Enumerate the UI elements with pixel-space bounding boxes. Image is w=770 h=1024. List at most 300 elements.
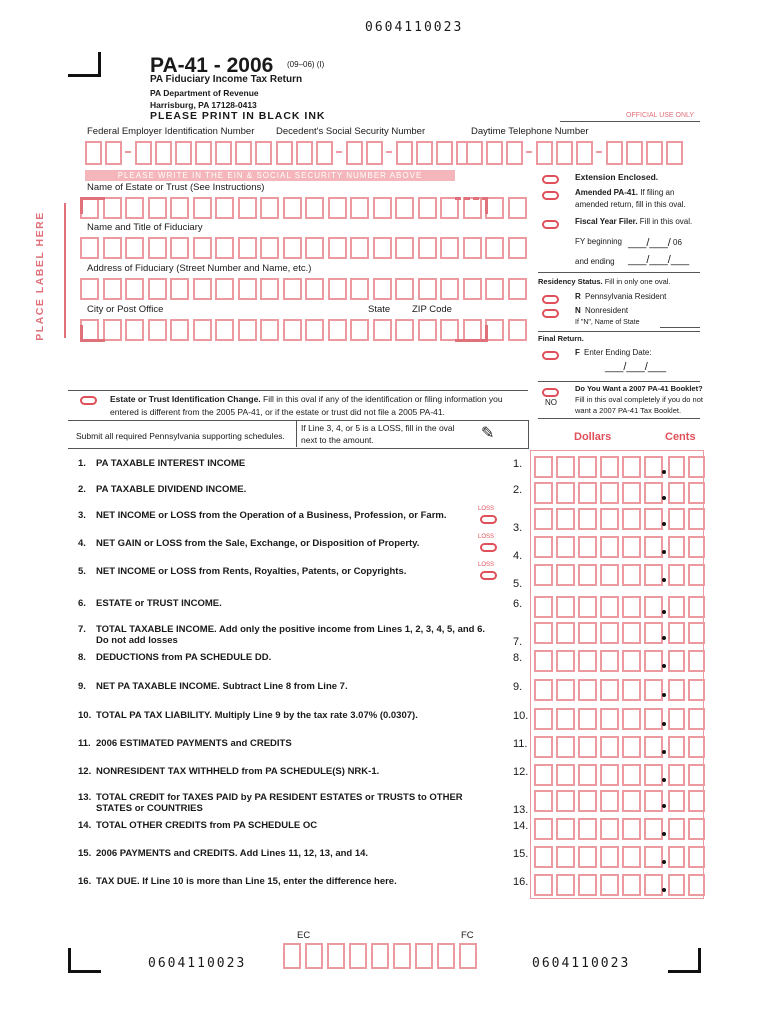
address-box[interactable] [305, 278, 324, 300]
address-box[interactable] [238, 278, 257, 300]
fiduciary-box[interactable] [328, 237, 347, 259]
cent-digit-box[interactable] [688, 790, 705, 812]
dollar-digit-box[interactable] [644, 874, 663, 896]
amount-field[interactable] [534, 564, 704, 586]
dash-separator [386, 151, 392, 153]
dollar-digit-box[interactable] [622, 764, 641, 786]
line-number: 7. [78, 624, 86, 635]
dollar-digit-box[interactable] [534, 818, 553, 840]
dollar-digit-box[interactable] [644, 536, 663, 558]
city-box[interactable] [305, 319, 324, 341]
dollar-digit-box[interactable] [578, 508, 597, 530]
estate-name-box[interactable] [260, 197, 279, 219]
phone-box[interactable] [626, 141, 643, 165]
city-box[interactable] [215, 319, 234, 341]
fy-year: 06 [673, 238, 682, 247]
dollar-digit-box[interactable] [644, 482, 663, 504]
fiduciary-box[interactable] [395, 237, 414, 259]
cent-digit-box[interactable] [688, 456, 705, 478]
fiduciary-box[interactable] [485, 237, 504, 259]
dollar-digit-box[interactable] [644, 650, 663, 672]
city-box[interactable] [103, 319, 122, 341]
cent-digit-box[interactable] [688, 708, 705, 730]
line-reference: 1. [513, 458, 523, 470]
phone-box[interactable] [666, 141, 683, 165]
city-box[interactable] [238, 319, 257, 341]
amount-field[interactable] [534, 874, 704, 896]
dollar-digit-box[interactable] [600, 564, 619, 586]
cent-digit-box[interactable] [688, 536, 705, 558]
fiduciary-box[interactable] [508, 237, 527, 259]
estate-name-box[interactable] [373, 197, 392, 219]
dollar-digit-box[interactable] [600, 846, 619, 868]
ssn-box[interactable] [346, 141, 363, 165]
amount-field[interactable] [534, 818, 704, 840]
dollar-digit-box[interactable] [600, 456, 619, 478]
estate-name-box[interactable] [215, 197, 234, 219]
dollar-digit-box[interactable] [622, 708, 641, 730]
dollar-digit-box[interactable] [534, 596, 553, 618]
fiduciary-box[interactable] [215, 237, 234, 259]
final-date-field[interactable]: ___/___/___ [605, 361, 667, 373]
dollar-digit-box[interactable] [644, 564, 663, 586]
dollar-digit-box[interactable] [600, 736, 619, 758]
fein-field[interactable] [85, 139, 265, 167]
phone-box[interactable] [556, 141, 573, 165]
ssn-box[interactable] [276, 141, 293, 165]
cent-digit-box[interactable] [668, 874, 685, 896]
dollar-digit-box[interactable] [622, 456, 641, 478]
address-box[interactable] [260, 278, 279, 300]
amount-field[interactable] [534, 679, 704, 701]
dollar-digit-box[interactable] [556, 536, 575, 558]
cent-digit-box[interactable] [668, 596, 685, 618]
tax-line-15 [78, 848, 768, 874]
ec-box[interactable] [459, 943, 477, 969]
cent-digit-box[interactable] [668, 508, 685, 530]
fiduciary-box[interactable] [170, 237, 189, 259]
dollar-digit-box[interactable] [644, 456, 663, 478]
fein-box[interactable] [135, 141, 152, 165]
dollar-digit-box[interactable] [600, 818, 619, 840]
line-number: 10. [78, 710, 92, 721]
line-number: 1. [78, 458, 86, 469]
dollar-digit-box[interactable] [644, 596, 663, 618]
dollar-digit-box[interactable] [534, 650, 553, 672]
address-box[interactable] [215, 278, 234, 300]
dollar-digit-box[interactable] [622, 508, 641, 530]
address-box[interactable] [508, 278, 527, 300]
cent-digit-box[interactable] [668, 622, 685, 644]
city-box[interactable] [283, 319, 302, 341]
fiduciary-box[interactable] [260, 237, 279, 259]
address-field[interactable] [80, 276, 530, 302]
ssn-field[interactable] [276, 139, 456, 167]
fiduciary-field[interactable] [80, 235, 530, 261]
amount-field[interactable] [534, 508, 704, 530]
dollar-digit-box[interactable] [556, 482, 575, 504]
fiduciary-box[interactable] [125, 237, 144, 259]
estate-name-box[interactable] [193, 197, 212, 219]
dollar-digit-box[interactable] [622, 736, 641, 758]
address-box[interactable] [283, 278, 302, 300]
city-box[interactable] [148, 319, 167, 341]
dollar-digit-box[interactable] [556, 679, 575, 701]
dollar-digit-box[interactable] [578, 708, 597, 730]
ssn-box[interactable] [416, 141, 433, 165]
cent-digit-box[interactable] [688, 874, 705, 896]
phone-box[interactable] [576, 141, 593, 165]
cents-header: Cents [665, 431, 696, 443]
cent-digit-box[interactable] [688, 846, 705, 868]
fein-box[interactable] [215, 141, 232, 165]
dollar-digit-box[interactable] [600, 764, 619, 786]
id-change-oval[interactable] [80, 396, 97, 405]
dollar-digit-box[interactable] [622, 622, 641, 644]
cent-digit-box[interactable] [688, 482, 705, 504]
amount-field[interactable] [534, 708, 704, 730]
cent-digit-box[interactable] [668, 564, 685, 586]
address-box[interactable] [170, 278, 189, 300]
dollar-digit-box[interactable] [578, 564, 597, 586]
amount-field[interactable] [534, 764, 704, 786]
fein-box[interactable] [255, 141, 272, 165]
dollar-digit-box[interactable] [578, 846, 597, 868]
address-box[interactable] [463, 278, 482, 300]
dollar-digit-box[interactable] [600, 650, 619, 672]
city-box[interactable] [170, 319, 189, 341]
dollar-digit-box[interactable] [534, 736, 553, 758]
fein-box[interactable] [105, 141, 122, 165]
dollar-digit-box[interactable] [556, 764, 575, 786]
dollar-digit-box[interactable] [556, 874, 575, 896]
line-number: 11. [78, 738, 91, 749]
dollar-digit-box[interactable] [622, 790, 641, 812]
ec-field[interactable] [283, 941, 493, 969]
dollar-digit-box[interactable] [556, 622, 575, 644]
cent-digit-box[interactable] [688, 508, 705, 530]
cent-digit-box[interactable] [668, 764, 685, 786]
dollar-digit-box[interactable] [534, 790, 553, 812]
address-box[interactable] [103, 278, 122, 300]
estate-name-box[interactable] [305, 197, 324, 219]
cent-digit-box[interactable] [688, 564, 705, 586]
dollar-digit-box[interactable] [622, 679, 641, 701]
address-box[interactable] [418, 278, 437, 300]
cent-digit-box[interactable] [688, 622, 705, 644]
amount-field[interactable] [534, 596, 704, 618]
dollar-digit-box[interactable] [622, 874, 641, 896]
ec-box[interactable] [327, 943, 345, 969]
final-return-oval[interactable] [542, 351, 559, 360]
cent-digit-box[interactable] [668, 818, 685, 840]
cent-digit-box[interactable] [688, 650, 705, 672]
form-title: PA-41 - 2006 [150, 54, 274, 77]
dollar-digit-box[interactable] [622, 482, 641, 504]
dollar-digit-box[interactable] [644, 622, 663, 644]
dollar-digit-box[interactable] [534, 482, 553, 504]
loss-oval[interactable] [480, 543, 497, 552]
amount-field[interactable] [534, 790, 704, 812]
amount-field[interactable] [534, 736, 704, 758]
fiduciary-box[interactable] [418, 237, 437, 259]
city-box[interactable] [193, 319, 212, 341]
address-box[interactable] [193, 278, 212, 300]
fiduciary-box[interactable] [283, 237, 302, 259]
scan-code-top: 0604110023 [365, 20, 464, 35]
estate-name-box[interactable] [395, 197, 414, 219]
phone-box[interactable] [536, 141, 553, 165]
city-box[interactable] [125, 319, 144, 341]
dollar-digit-box[interactable] [600, 536, 619, 558]
ssn-box[interactable] [436, 141, 453, 165]
dollar-digit-box[interactable] [644, 764, 663, 786]
ssn-box[interactable] [366, 141, 383, 165]
dollar-digit-box[interactable] [534, 708, 553, 730]
dollar-digit-box[interactable] [644, 846, 663, 868]
dollar-digit-box[interactable] [534, 622, 553, 644]
dollar-digit-box[interactable] [556, 564, 575, 586]
line-reference: 2. [513, 484, 523, 496]
fiduciary-box[interactable] [238, 237, 257, 259]
loss-oval[interactable] [480, 515, 497, 524]
schedules-note: Submit all required Pennsylvania supporting schedules. [76, 431, 285, 441]
dollar-digit-box[interactable] [578, 596, 597, 618]
decimal-point [662, 693, 666, 697]
fy-beginning-field[interactable]: ___/___/ [628, 237, 671, 249]
dollar-digit-box[interactable] [600, 708, 619, 730]
dollar-digit-box[interactable] [622, 650, 641, 672]
estate-name-box[interactable] [103, 197, 122, 219]
fiduciary-box[interactable] [440, 237, 459, 259]
estate-name-box[interactable] [328, 197, 347, 219]
loss-label: LOSS [478, 506, 495, 512]
address-box[interactable] [485, 278, 504, 300]
estate-name-box[interactable] [508, 197, 527, 219]
cent-digit-box[interactable] [668, 456, 685, 478]
phone-field[interactable] [466, 139, 686, 167]
cent-digit-box[interactable] [668, 736, 685, 758]
dollar-digit-box[interactable] [578, 874, 597, 896]
address-box[interactable] [350, 278, 369, 300]
cent-digit-box[interactable] [668, 790, 685, 812]
line-description: NET INCOME or LOSS from the Operation of a Business, Profession, or Farm. [96, 510, 447, 521]
ec-box[interactable] [305, 943, 323, 969]
dollar-digit-box[interactable] [600, 482, 619, 504]
line-description: NET PA TAXABLE INCOME. Subtract Line 8 from Line 7. [96, 681, 348, 692]
booklet-oval[interactable] [542, 388, 559, 397]
dollar-digit-box[interactable] [556, 818, 575, 840]
cent-digit-box[interactable] [688, 736, 705, 758]
phone-box[interactable] [606, 141, 623, 165]
address-box[interactable] [373, 278, 392, 300]
dollar-digit-box[interactable] [556, 456, 575, 478]
dollar-digit-box[interactable] [556, 596, 575, 618]
address-box[interactable] [395, 278, 414, 300]
decimal-point [662, 496, 666, 500]
phone-box[interactable] [646, 141, 663, 165]
ec-box[interactable] [437, 943, 455, 969]
city-box[interactable] [373, 319, 392, 341]
dollar-digit-box[interactable] [534, 564, 553, 586]
address-box[interactable] [125, 278, 144, 300]
fiscal-rest: Fill in this oval. [637, 217, 693, 226]
address-box[interactable] [440, 278, 459, 300]
amount-field[interactable] [534, 650, 704, 672]
dollar-digit-box[interactable] [578, 456, 597, 478]
dollar-digit-box[interactable] [556, 708, 575, 730]
dollar-digit-box[interactable] [644, 508, 663, 530]
dollar-digit-box[interactable] [556, 790, 575, 812]
dollar-digit-box[interactable] [600, 622, 619, 644]
estate-name-box[interactable] [170, 197, 189, 219]
dollar-digit-box[interactable] [600, 874, 619, 896]
fein-box[interactable] [235, 141, 252, 165]
dollar-digit-box[interactable] [534, 874, 553, 896]
dollar-digit-box[interactable] [622, 564, 641, 586]
dollar-digit-box[interactable] [600, 508, 619, 530]
cent-digit-box[interactable] [688, 764, 705, 786]
dollar-digit-box[interactable] [578, 790, 597, 812]
city-box[interactable] [350, 319, 369, 341]
amount-field[interactable] [534, 482, 704, 504]
dollar-digit-box[interactable] [534, 846, 553, 868]
dollar-digit-box[interactable] [622, 846, 641, 868]
amended-oval[interactable] [542, 191, 559, 200]
fiduciary-box[interactable] [373, 237, 392, 259]
dollar-digit-box[interactable] [534, 536, 553, 558]
cent-digit-box[interactable] [688, 596, 705, 618]
dollar-digit-box[interactable] [600, 790, 619, 812]
cent-digit-box[interactable] [668, 482, 685, 504]
nonresident-oval[interactable] [542, 309, 559, 318]
dollar-digit-box[interactable] [578, 482, 597, 504]
dollar-digit-box[interactable] [578, 650, 597, 672]
fiduciary-box[interactable] [193, 237, 212, 259]
fein-box[interactable] [195, 141, 212, 165]
ssn-box[interactable] [316, 141, 333, 165]
dollar-digit-box[interactable] [600, 596, 619, 618]
address-box[interactable] [80, 278, 99, 300]
dollar-digit-box[interactable] [534, 508, 553, 530]
dollar-digit-box[interactable] [578, 622, 597, 644]
ec-box[interactable] [393, 943, 411, 969]
phone-box[interactable] [486, 141, 503, 165]
cent-digit-box[interactable] [668, 650, 685, 672]
fiduciary-box[interactable] [305, 237, 324, 259]
fiduciary-box[interactable] [148, 237, 167, 259]
tax-line-6 [78, 598, 768, 624]
dollar-digit-box[interactable] [622, 596, 641, 618]
line-description-cont: STATES or COUNTRIES [96, 803, 203, 814]
dollar-digit-box[interactable] [556, 508, 575, 530]
ec-box[interactable] [349, 943, 367, 969]
fiduciary-box[interactable] [80, 237, 99, 259]
fy-ending-field[interactable]: ___/___/___ [628, 254, 690, 266]
line-reference: 7. [513, 636, 523, 648]
amount-field[interactable] [534, 536, 704, 558]
dollar-digit-box[interactable] [622, 536, 641, 558]
address-box[interactable] [148, 278, 167, 300]
nonresident-state-field[interactable] [660, 327, 700, 328]
dollar-digit-box[interactable] [534, 764, 553, 786]
city-box[interactable] [418, 319, 437, 341]
fein-box[interactable] [155, 141, 172, 165]
ssn-box[interactable] [296, 141, 313, 165]
dollar-digit-box[interactable] [644, 736, 663, 758]
dollar-digit-box[interactable] [556, 736, 575, 758]
cent-digit-box[interactable] [668, 846, 685, 868]
dollar-digit-box[interactable] [578, 818, 597, 840]
amount-field[interactable] [534, 456, 704, 478]
line-reference: 11. [513, 738, 528, 750]
fiduciary-box[interactable] [463, 237, 482, 259]
city-box[interactable] [260, 319, 279, 341]
line-number: 3. [78, 510, 86, 521]
dollar-digit-box[interactable] [556, 846, 575, 868]
form-subtitle: PA Fiduciary Income Tax Return [150, 74, 303, 85]
dollar-digit-box[interactable] [644, 708, 663, 730]
city-box[interactable] [395, 319, 414, 341]
amount-field[interactable] [534, 846, 704, 868]
fein-box[interactable] [175, 141, 192, 165]
dollar-digit-box[interactable] [578, 679, 597, 701]
dollar-digit-box[interactable] [578, 736, 597, 758]
fiscal-oval[interactable] [542, 220, 559, 229]
dollar-digit-box[interactable] [578, 536, 597, 558]
fiduciary-box[interactable] [350, 237, 369, 259]
dollar-digit-box[interactable] [534, 456, 553, 478]
city-box[interactable] [508, 319, 527, 341]
dollar-digit-box[interactable] [644, 679, 663, 701]
cent-digit-box[interactable] [668, 708, 685, 730]
cent-digit-box[interactable] [688, 818, 705, 840]
ec-box[interactable] [283, 943, 301, 969]
dollar-digit-box[interactable] [556, 650, 575, 672]
fein-box[interactable] [85, 141, 102, 165]
amount-field[interactable] [534, 622, 704, 644]
dollar-digit-box[interactable] [622, 818, 641, 840]
fiduciary-box[interactable] [103, 237, 122, 259]
resident-oval[interactable] [542, 295, 559, 304]
amended-bold: Amended PA-41. [575, 188, 638, 197]
estate-name-box[interactable] [238, 197, 257, 219]
city-box[interactable] [328, 319, 347, 341]
estate-name-box[interactable] [418, 197, 437, 219]
dollar-digit-box[interactable] [578, 764, 597, 786]
estate-name-box[interactable] [148, 197, 167, 219]
ec-box[interactable] [371, 943, 389, 969]
estate-name-box[interactable] [125, 197, 144, 219]
dollar-digit-box[interactable] [600, 679, 619, 701]
dollar-digit-box[interactable] [644, 818, 663, 840]
extension-oval[interactable] [542, 175, 559, 184]
ssn-box[interactable] [396, 141, 413, 165]
dollar-digit-box[interactable] [644, 790, 663, 812]
cent-digit-box[interactable] [688, 679, 705, 701]
dollar-digit-box[interactable] [534, 679, 553, 701]
phone-box[interactable] [466, 141, 483, 165]
cent-digit-box[interactable] [668, 679, 685, 701]
address-box[interactable] [328, 278, 347, 300]
estate-name-box[interactable] [283, 197, 302, 219]
residency-bold: Residency Status. [538, 277, 603, 286]
ec-box[interactable] [415, 943, 433, 969]
loss-oval[interactable] [480, 571, 497, 580]
cent-digit-box[interactable] [668, 536, 685, 558]
phone-box[interactable] [506, 141, 523, 165]
estate-name-box[interactable] [350, 197, 369, 219]
